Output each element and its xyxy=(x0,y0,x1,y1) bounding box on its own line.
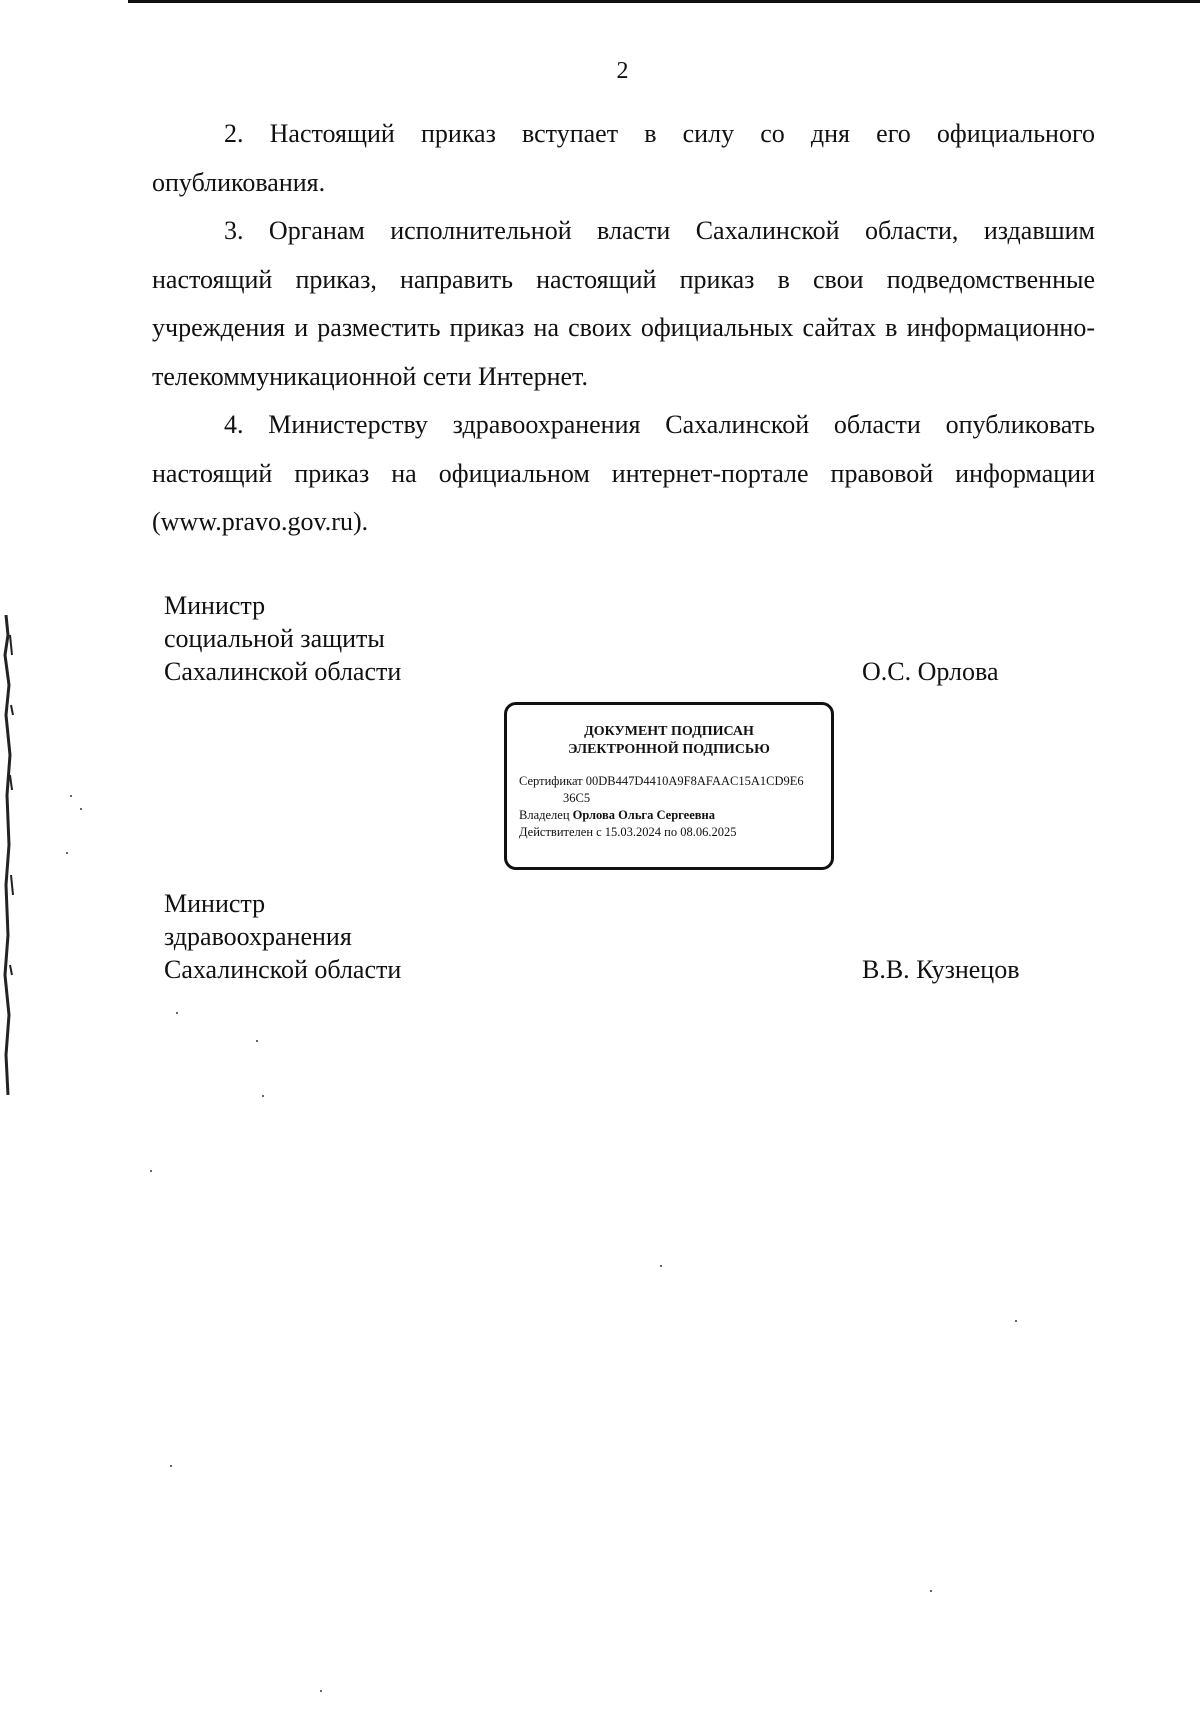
scan-speck xyxy=(256,1040,258,1042)
scan-speck xyxy=(930,1590,932,1592)
scan-speck xyxy=(176,1012,178,1014)
stamp-heading: ДОКУМЕНТ ПОДПИСАН ЭЛЕКТРОННОЙ ПОДПИСЬЮ xyxy=(568,724,770,757)
stamp-details xyxy=(519,773,831,841)
owner-label: Владелец xyxy=(519,808,570,822)
scan-speck xyxy=(70,795,72,797)
stamp-certificate-line xyxy=(519,773,831,790)
document-body xyxy=(152,110,1095,547)
signatory-1-name: О.С. Орлова xyxy=(862,657,999,686)
scan-speck xyxy=(80,808,82,810)
scan-speck xyxy=(320,1690,322,1692)
scan-speck xyxy=(170,1465,172,1467)
top-border-line xyxy=(128,0,1200,3)
page-number: 2 xyxy=(616,58,629,84)
scan-speck xyxy=(66,852,68,854)
stamp-validity-line: Действителен с 15.03.2024 по 08.06.2025 xyxy=(519,825,737,839)
owner-value: Орлова Ольга Сергеевна xyxy=(572,808,715,822)
scan-edge-artifact xyxy=(0,615,14,1095)
certificate-value: 00DB447D4410A9F8AFAAC15A1CD9E6 xyxy=(585,774,804,788)
electronic-signature-stamp xyxy=(504,702,834,870)
paragraph-3: 3. Органам исполнительной власти Сахалинской области, издавшим настоящий приказ, направить настоящий приказ в свои подведомственные учреждения и разместить приказ на своих официальных сайтах в информационно-телекоммуникационной сети Интернет. xyxy=(152,216,1095,391)
signatory-1-title: Министр социальной защиты Сахалинской области xyxy=(164,591,402,686)
scan-speck xyxy=(150,1170,152,1172)
paragraph-2: 2. Настоящий приказ вступает в силу со дня его официального опубликования. xyxy=(152,119,1095,197)
certificate-label: Сертификат xyxy=(519,774,583,788)
certificate-value-continued: 36C5 xyxy=(563,791,591,805)
scan-speck xyxy=(262,1095,264,1097)
stamp-owner-line xyxy=(519,807,831,824)
signatory-2-title: Министр здравоохранения Сахалинской области xyxy=(164,889,402,984)
scan-speck xyxy=(1015,1320,1017,1322)
paragraph-4: 4. Министерству здравоохранения Сахалинской области опубликовать настоящий приказ на официальном интернет-портале правовой информации (www.pravo.gov.ru). xyxy=(152,410,1095,536)
signatory-2-name: В.В. Кузнецов xyxy=(862,955,1020,984)
scan-speck xyxy=(660,1265,662,1267)
